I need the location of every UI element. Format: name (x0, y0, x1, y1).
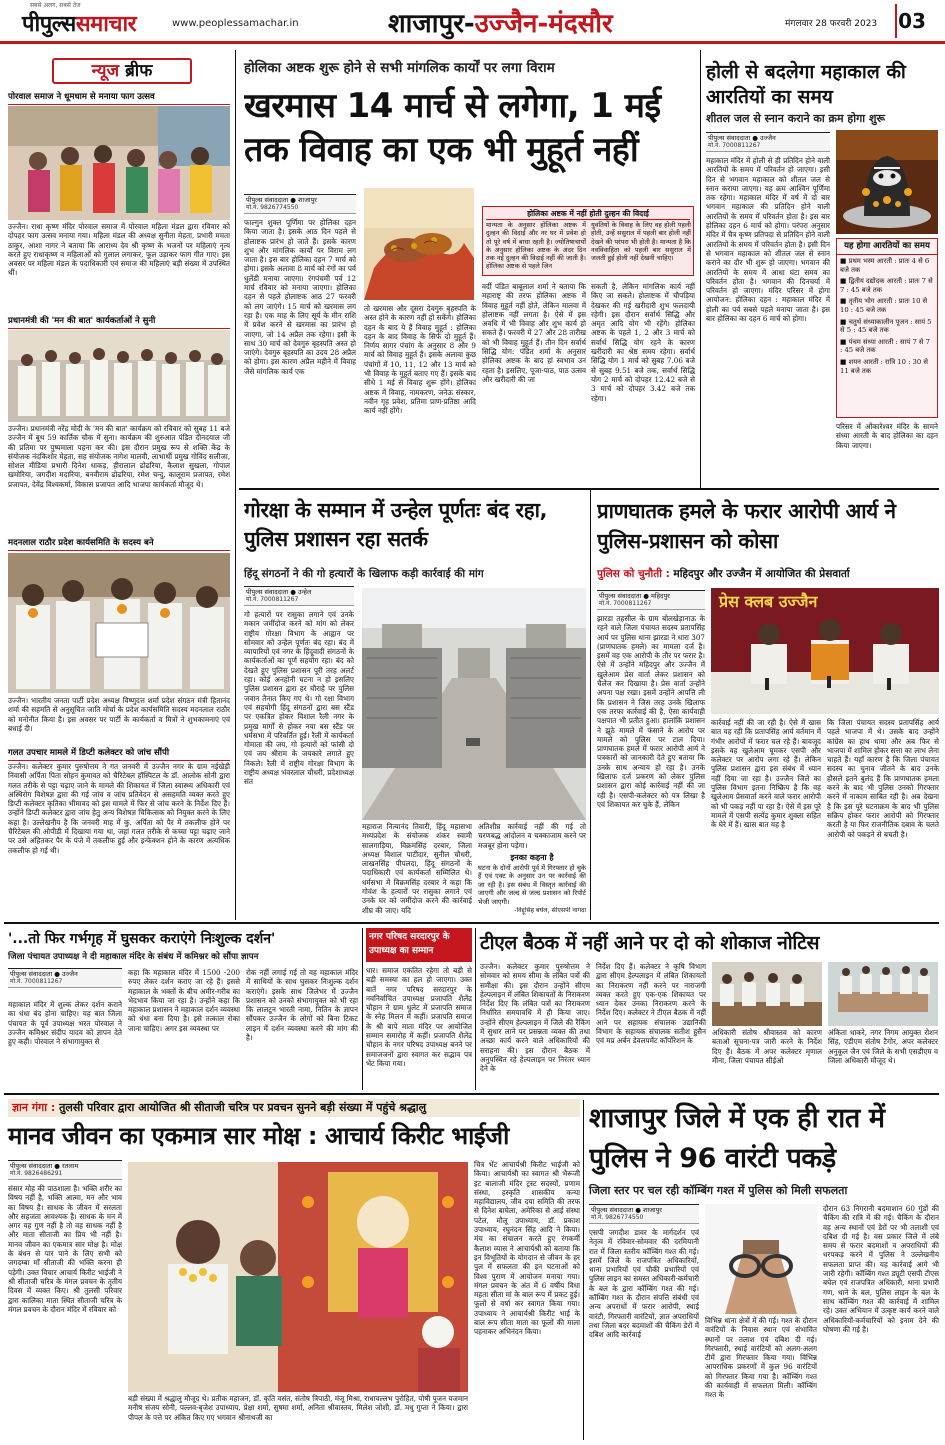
logo-text-a: पीपुल्स (22, 12, 76, 37)
column-divider (590, 490, 591, 920)
gorakha-byline-mobile: मो.नं. 7000811267 (246, 596, 299, 603)
gorakha-headline: गोरक्षा के सम्मान में उन्हेल पूर्णतः बंद रहा, पुलिस प्रशासन रहा सतर्क (244, 498, 548, 551)
tl-baithak-headline: टीएल बैठक में नहीं आने पर दो को शोकाज नोटिस (480, 932, 820, 954)
moksha-col-1: संसार मोह की पाठशाला है। भक्ति शरीर का विषय नहीं है, भक्ति आत्मा, मन और भाव का विषय है। साधक के जीवन में सरलता और सहजता आवश्यक है। साधक के मन में अगर यह गुण नहीं है तो वह साधक नहीं है और माता सीताजी का प्रिय भी नहीं है। मानव जीवन का एकमात्र सार मोक्ष है। मोक्ष के बंधन से पार पाने के लिए सभी को जगदम्बा माँ सीताजी की भक्ति करना ही पड़ेगी। उक्त विचार आचार्य किरीट भाईजी ने श्री सीताजी चरित्र के मंगल प्रवचन के तृतीय दिवस में व्यक्त किए। श्री तुलसी परिवार द्वारा कालिका माता स्थित सीताजी चरित्र के मंगल प्रवचन के दौरान मंदिर में रविवार को (8, 1184, 122, 1314)
moksha-byline (8, 1160, 122, 1180)
lead-col-5: सकती है, लेकिन मांगलिक कार्य नहीं किए जा सकते। होलाष्टक में चौपड़िया देखकर की गई खरीदारी शुभ फलदायी रहेगी। इस दौरान सर्वार्थ सिद्धि और अमृत आदि योग भी रहेंगे। होलिका अष्टक के पहले 1, 2 और 3 मार्च को सर्वार्थ सिद्धि योग रहने के कारण खरीदारी का श्रेष्ठ समय रहेगा। सर्वार्थ सिद्धि योग 1 मार्च को सुबह 7.06 बजे से सुबह 9.51 बजे तक, सर्वार्थ सिद्धि योग 2 मार्च को दोपहर 12.42 बजे से 3 मार्च को दोपहर 3.42 बजे तक रहेगा। (591, 282, 695, 403)
lead-col-1: फाल्गुन शुक्ल पूर्णिमा पर होलिका दहन किया जाता है। इसके आठ दिन पहले से होलाष्टक प्रारंभ हो जाते हैं। इसके कारण शुभ और मांगलिक कार्यों पर विराम लग जाता है। इस बार होलिका दहन 7 मार्च को होगा। इसके अलावा 8 मार्च को रंगों का पर्व धुलेंडी मनाया जाएगा। रंगपंचमी पर्व 12 मार्च रविवार को मनाया जाएगा। होलिका दहन से पहले होलाष्टक आठ 27 फरवरी को लग जाएंगे। 15 मार्च को खरमास लग रहा है। एक माह के लिए सूर्य के मीन राशि में प्रवेश करने से खरमास का प्रारंभ हो जाएगा, जो 14 अप्रैल तक रहेगा। इसी के साथ 30 मार्च को देवगुरु बृहस्पति अस्त हो जाएंगे। देवगुरु बृहस्पति का उदय 28 अप्रैल को होगा। इस कारण अप्रैल महीने में विवाह जैसे मांगलिक कार्य एक (244, 218, 356, 376)
column-divider (700, 50, 701, 490)
press-club-banner: प्रेस क्लब उज्जैन (719, 592, 818, 611)
mahakal-byline-mobile: मो.नं. 7000811267 (708, 142, 761, 149)
brief-photo-fag-utsav (8, 106, 230, 220)
mahakal-body: महाकाल मंदिर में होली से ही प्रतिदिन होने वाली आरतियों के समय में परिवर्तन हो जाएगा। इसी दिन से भगवान महाकाल को शीतल जल से स्नान कराया जाएगा। यह क्रम आश्विन पूर्णिमा तक रहेगा। महाकाल मंदिर में वर्ष में दो बार भगवान महाकाल की प्रतिदिन होने वाली आरतियों के समय में परिवर्तन होता है। इस बार होलिका दहन 6 मार्च को होगा। परंपरा अनुसार मंदिर में चैत्र कृष्ण प्रतिपदा से प्रतिदिन होने वाली आरतियों के समय में परिवर्तन होता है। इसी दिन से भगवान महाकाल को शीतल जल से स्नान कराने का दौर भी शुरू हो जाएगा। भगवान की आरतियों के समय में आधा घंटा समय का परिवर्तन होता है। भगवान की दिनचर्या में परिवर्तन हो जाएगा। मंदिर परिसर में होगा आयोजन: होलिका दहन : महाकाल मंदिर में होली का पर्व सबसे पहले मनाया जाता है। इस बार होलिका का दहन 6 मार्च को होगा। (706, 156, 830, 324)
lead-byline-text: पीपुल्स संवाददाता ● शाजापुर (246, 196, 317, 204)
mahakal-headline: होली से बदलेगा महाकाल की आरतियों का समय (706, 61, 906, 108)
news-brief-label (52, 58, 192, 84)
aarti-item: ■ चतुर्थ संध्याकालीन पूजन : सायं 5 से 5 : 45 बजे तक (840, 317, 932, 335)
brief-body-4: उज्जैन। कलेक्टर कुमार पुरुषोत्तम ने गत जनवरी में उज्जैन नगर के ग्राम नईखेड़ी निवासी अर्पिता पिता सोहन कुमावत को चैरिटेबल हॉस्पिटल के डॉ. आलोक सोनी द्वारा गलत तरीके से पट्टा चढ़ाए जाने के मामले की शिकायत में जिला स्वास्थ्य अधिकारी एवं अस्थिरोग विशेषज्ञ द्वारा की गई जांच व जांच प्रतिवेदन से असहमति व्यक्त करते हुए डिप्टी कलेक्टर कृतिका भीमावद को इस मामले में फिर से जांच करने के निर्देश दिए हैं। उन्होंने डिप्टी कलेक्टर द्वारा जांच हेतु अन्य विशेषज्ञ चिकित्सक को नियुक्त करने के लिए कहा है। उल्लेखनीय है कि जनवरी माह में कु. अर्पिता को पैर में तकलीफ होने पर चैरिटेबल की ओपीडी में दिखाया गया था, जहां गलत तरीके से कच्चा पट्टा चढ़ाए जाने पर उसे अहितकर पैर के पंजे में तकलीफ हुई और इन्फेक्शन होने के कारण अत्यधिक तकलीफ हो गई थी। (8, 762, 230, 855)
brief-title-2: प्रधानमंत्री की 'मन की बात' कार्यकर्ताओं ने सुनी (8, 316, 230, 329)
aarti-item: ■ प्रथम भस्म आरती : प्रातः 4 से 6 बजे तक (840, 257, 930, 274)
brief-photo-mann-ki-baat (8, 330, 230, 422)
tl-baithak-col-1: उज्जैन। कलेक्टर कुमार पुरुषोत्तम ने सोमवार को समय सीमा के लंबित पत्रों की समीक्षा की। इस दौरान उन्होंने सीएम हेल्पलाइन में लंबित शिकायतों के निराकरण निर्देश दिए कि लंबित पत्रों का निराकरण निर्धारित समयावधि में ही किया जाए। उन्होंने सीएम हेल्पलाइन में जिले की रैंकिंग में सुधार लाने पर प्रसन्नता व्यक्त की तथा अच्छा कार्य करने वाले अधिकारियों की सराहना की। इस दौरान बैठक में अनुपस्थित रहे हेल्पलाइन पर निरंतर ध्यान देने के (480, 962, 590, 1074)
column-divider (362, 928, 363, 1090)
brief-title-3: मदनलाल राठौर प्रदेश कार्यसमिति के सदस्य बने (8, 538, 230, 551)
edition-part-a: शाजापुर- (388, 9, 475, 39)
pranghatak-col-1: झारडा तहसील के ग्राम बोलखेड़ानाऊ के रहने वाले जिला पंचायत सदस्य प्रतापसिंह आर्य पर पुलिस थाना झारडा ने धारा 307 (प्राणघातक हमले) का मामला दर्ज है। इसमें वह एक आरोपी के तौर पर फरार है। ऐसे में उन्होंने महिदपुर और उज्जैन में खुलेआम प्रेस वार्ता लेकर प्रशासन को चैलेंज कर दिखाया है। प्रेस वार्ता उन्होंने अपना पक्ष रखा। इसमें उन्होंने आपत्ति ली कि प्रशासन ने जिस तरह उनके खिलाफ एक तरफा कार्रवाई की है, ऐसा कार्यवाही पक्षपात भी प्रतीत हुआ। हालांकि प्रशासन ने झूठे मामले में फंसाने के आरोप पर मामले को पुलिस पर टाल दिया। प्राणघातक हमले में फरार आरोपी आर्य ने पत्रकारों को जानकारी देते हुए बताया कि उनके साथ अन्याय हो रहा है। उनके खिलाफ दर्ज प्रकरण को लेकर पुलिस प्रशासन द्वारा कोई कार्रवाई नहीं की जा रही है। एसपी-कलेक्टर को पत्र लिखा है एवं शिकायत कर चुके हैं, लेकिन (597, 614, 705, 809)
moksha-caption: बड़ी संख्या में श्रद्धालु मौजूद थे। प्रतीक महाजन, डॉ. कृति वसंत, संतोष त्रिपाठी, मंजू मिश्रा, राधावल्लभ पुरोहित, पोषी पूजन यजमान मनीष संजय सोनी, पल्लव-बृजेश उपाध्याय, प्रेक्षा शर्मा, सुषमा शर्मा, अनिता श्रीवास्तव, मिलेश जोशी, डॉ. मधु गुप्ता ने किया। द्वारा पीपल के पत्ते पर अंकित किए गए भगवान श्रीनाथजी का (128, 1394, 468, 1422)
brief-body-3: उज्जैन। भारतीय जनता पार्टी प्रदेश अध्यक्ष विष्णुदत्त शर्मा प्रदेश संगठन मंत्री हितानंद शर्मा की सहमति से अनुसूचित जाति मोर्चा के प्रदेश कार्यसमिति सदस्य मदनलाल राठौर को मनोनीत किया है। इस अवसर पर पार्टी के कार्यकर्ता व मित्रों ने शुभकामनाएं एवं बधाई दी। (8, 696, 230, 733)
gorakha-col-2: महाराज नित्यानंद तिवारी, हिंदू महासभा मध्यप्रदेश के संयोजक शंकर स्वामी सालगाड़िया, विक्रमसिंह दरबार, जिला अध्यक्ष विशाल पाटीदार, सुनील चौधरी, लाखनसिंह पीपलदा, हिंदू संगठनों के पदाधिकारी एवं कार्यकर्ता सम्मिलित थे। धर्मसभा में विक्रमसिंह दरबार ने कहा कि गोवंश के हत्यारों पर रासुका लगाने एवं उनके घर को जमींदोज करने की कार्रवाई शीघ्र की जाए। यदि (362, 822, 472, 915)
press-club-photo (711, 588, 939, 714)
gorakha-byline (244, 586, 354, 606)
moksha-byline-text: पीपुल्स संवाददाता ● रतलाम (10, 1162, 79, 1170)
page-number: 03 (895, 4, 927, 38)
gorakha-col-1: गो हत्यारों पर रासुका लगाने एवं उनके मकान जमींदोज करने को मांग को लेकर राष्ट्रीय गोरक्षा विभाग के आह्वान पर सोमवार को उन्हेल पूर्णतः बंद रहा। बंद में व्यापारियों एवं नगर के हिंदूवादी संगठनों के कार्यकर्ताओं का पूर्ण सहयोग रहा। बंद को देखते हुए पुलिस प्रशासन पूरी तरह अलर्ट रहा। कोई अनहोनी घटना न हो इसलिए पुलिस प्रशासन द्वारा हर चौराहे पर पुलिस जवान तैनात किए गए थे। गो रक्षा विभाग एवं सहयोगी हिंदू संगठनों द्वारा बस स्टैंड पर एकत्रित होकर विशाल रैली नगर के प्रमुख मार्गों से होकर नया बस स्टैंड पर धर्मसभा में परिवर्तित हुई। रैली में कार्यकर्ता गोमाता की जय, गो हत्यारों को फांसी दो एवं जय श्रीराम के जयकारे लगाते हुए निकले। रैली में राष्ट्रीय गोरक्षा विभाग के राष्ट्रीय अध्यक्ष भंवरलाल चौधरी, प्रदेशाध्यक्ष संत (244, 610, 354, 787)
varrant-subhead: जिला स्तर पर चल रही कॉम्बिंग गश्त में पुलिस को मिली सफलता (589, 1184, 848, 1197)
section-rule (4, 1093, 939, 1095)
mahakal-subhead: शीतल जल से स्नान कराने का क्रम होगा शुरू (706, 112, 885, 125)
lead-kicker: होलिका अष्टक शुरू होने से सभी मांगलिक कार्यों पर लगा विराम (244, 60, 555, 76)
pranghatak-byline (597, 590, 705, 610)
lead-sidebox-col-a: मान्यता के अनुसार होलिका अष्टक में दुल्हन की विदाई और नर घर में प्रवेश हो तो पूरे वर्ष में बाधा रहती है। ज्योतिषाचार्यों के अनुसार होलिका अष्टक के अंदर दिन तक नई दुल्हन की विदाई नहीं की जाती है। होलिका अष्टक से पहले जिन (486, 221, 586, 271)
moksha-kicker-text: तुलसी परिवार द्वारा आयोजित श्री सीताजी चरित्र पर प्रवचन सुनने बड़ी संख्या में पहुंचे श्रद्धालु (55, 1101, 427, 1114)
gorakha-quote-title: इनका कहना है (510, 853, 554, 862)
pranghatak-kicker-label: पुलिस को चुनौती : (597, 568, 670, 580)
garbhagrih-byline-mobile: मो.नं. 7000811267 (10, 978, 63, 985)
tl-baithak-col-4: अंकिता धाकरे, नगर निगम आयुक्त रोशन सिंह, एडीएम संतोष टैगोर, अपर कलेक्टर अनुकूल जैन एवं जिले के सभी एसडीएम व जिला अधिकारी मौजूद थे। (828, 1028, 938, 1065)
gorakha-market-closed-photo (362, 588, 586, 820)
lead-sidebox-col-b: युवतियों के विवाह के लिए वह होली पहली होती, उन्हें ससुराल में पहली बार होली नहीं देखने की परंपरा भी होती है। मान्यता है कि नवविवाहिता को पहली बार ससुराल में जलती हुई होली नहीं देखनी चाहिए। (591, 221, 691, 263)
mahakal-byline (706, 132, 830, 152)
handcuffs-photo (705, 1204, 817, 1314)
varrant-byline-text: पीपुल्स संवाददाता ● शाजापुर (591, 1206, 662, 1214)
moksha-pravachan-photo (128, 1162, 468, 1392)
brief-photo-madanlal (8, 553, 230, 693)
moksha-headline: मानव जीवन का एकमात्र सार मोक्ष : आचार्य किरीट भाईजी (8, 1122, 509, 1150)
aarti-schedule-title: यह होगा आरतियों का समय (837, 239, 937, 255)
garbhagrih-subhead: जिला पंचायत उपाध्यक्ष ने दी महाकाल मंदिर के संबंध में कमिश्नर को सौंपा ज्ञापन (8, 952, 259, 962)
pranghatak-col-2: कार्रवाई नहीं की जा रही है। ऐसे में खास बात यह रही कि प्रतापसिंह आर्य वर्तमान में गंभीर आरोपों में फरार चल रहे हैं। बावजूद इसके वह खुलेआम घूमकर एसपी और कलेक्टर पर आरोप लगा रहे हैं। लेकिन पुलिस प्रशासन द्वारा इस संबंध में ध्यान नहीं दिया जा रहा है। उज्जैन जिले का पुलिस विभाग इतना निष्क्रिय है कि वह खुलेआम प्रेसवार्ता करने वाले फरार आरोपी को भी पकड़ नहीं पा रहा है। ऐसे में इस पूरे मामले में एसपी सत्येंद्र कुमार शुक्ला सहित के घेरे में हैं। खास बात यह है (711, 718, 821, 830)
gorakha-subhead: हिंदू संगठनों ने की गो हत्यारों के खिलाफ कड़ी कार्रवाई की मांग (244, 568, 484, 580)
nagar-parishad-body: धार। समाज एकतित रहेगा तो बड़ी से बड़ी समस्या का हल हो जाएगा। उक्त बातें नगर परिषद सरदारपुर के नवनिर्वाचित उपाध्यक्ष प्रजापति शैलेंद्र चौहान ने ग्राम धुलेट में प्रजापति समाज के स्नेह मिलन में कहीं। प्रजापति समाज के श्री बापे माता मंदिर पर आयोजित सम्मान समारोह में कहीं। प्रजापति शैलेंद्र चौहान के नगर परिषद उपाध्यक्ष बनने पर समाजजनों द्वारा स्वागत कर सद्भाव पत्र भेंट किया गया। (366, 966, 472, 1068)
garbhagrih-byline (8, 968, 122, 988)
mahakal-tail: परिसर में ओंकारेश्वर मंदिर के सामने संध्या आरती के बाद होलिका का दहन किया जाएगा। (836, 422, 938, 450)
masthead (0, 0, 945, 44)
brief-body-1: उज्जैन। राधा कृष्ण मंदिर पोरवाल समाज में पोरवाल महिला मंडल द्वारा रविवार को दोपहर फाग उत्सव मनाया गया। महिला मंडल की अध्यक्ष सुनीता मेहता, प्रभारी ममता ठाकुर, आशा नागर ने बताया कि आराध्य देव श्री कृष्ण के भजनों पर महिलाएं नृत्य करते हुए राधाकृष्ण व महिलाओं को गुलाल लगाकर, फूल उड़ाकर फाग गीत गाए। इस अवसर पर महिला मंडल के पदाधिकारी एवं समाज की महिलाएं बड़ी संख्या में उपस्थित थीं। (8, 222, 230, 278)
lead-sidebox-title: होलिका अष्टक में नहीं होती दुल्हन की विदाई (486, 209, 690, 220)
moksha-col-3: चित्र भेंट आचार्यश्री किरीट भाईजी को किया। आचार्यश्री का स्वागत श्री भैरूजी इट बालाजी मंदिर ट्रस्ट सदस्यों, प्रणाम संस्था, हस्कृति शासकीय कन्या महाविद्यालय, जीव दया समिति की तरफ से दिनेश बाघेला, अमेरिका से आई संस्था पटेल, मौलू उपाध्याय, डॉ. प्रकाश उपाध्याय, रघुनंदन सिंह आदि ने किया। मंच का संचालन करते हुए रंगकर्मी कैलाश व्यास ने आचार्यश्री को बताया कि इन विभूतियों के योगदान से जीवन के हर पुल में सफलता की इन घटनाओं को विश्व पुराण में आयोजन मनाया गया। मंगल प्रवचन के अंत में 6 वर्षीय विधा महता सीता मां के बाल रूप में प्रकट हुई। फूलों से वर्षा कर स्वागत किया गया। उपाध्याय ने आचार्यश्री किरीट भाई के बाल रूप सीता माता का फूलों की माला पहनाकर अभिनंदन किया। (474, 1160, 580, 1337)
tl-baithak-photo-1 (712, 962, 822, 1026)
varrant-col-2: विभिन्न थाना क्षेत्रों में की गई। गश्त के दौरान वारंटियों के निवास स्थान एवं संभावित स्थानों पर तलाश एवं दबिश दी गई। गिरफ्तारी, स्थाई वारंटियों को अलग-अलग टीमें द्वारा गिरफ्तार किया गया। विभिन्न आपराधिक प्रकरणों में कुल 96 वारंटियों को गिरफ्तार किया गया है। कॉम्बिंग गश्त की कार्यवाही में सफलता मिली। कॉम्बिंग गश्त के (705, 1316, 817, 1400)
mahakal-byline-text: पीपुल्स संवाददाता ● उज्जैन (708, 134, 776, 142)
varrant-byline (589, 1204, 699, 1224)
column-divider (235, 50, 236, 920)
aarti-item: ■ पंचम संध्या आरती : सायं 7 से 7 : 45 बजे तक (840, 337, 931, 355)
news-brief-label-b: ब्रीफ (125, 61, 153, 81)
brief-body-2: उज्जैन। प्रधानमंत्री नरेंद्र मोदी के 'मन की बात' कार्यक्रम को रविवार को सुबह 11 बजे उज्जैन में बूथ 59 कार्तिक चौक में सुना। कार्यक्रम की शुरुआत पंडित दीनदयाल जी की प्रतिमा पर पुष्पमाला पहना कर की। इस दौरान प्रमुख रूप से शक्ति केंद्र के संयोजक नंदकिशोर मेहता, सह संयोजक नागेश मालवी, लाभार्थी प्रमुख गोविंद सलीजा, सोशल मीडिया प्रभारी दिनेश धाकड़, हीरालाल ढोढरिया, कैलाश सुखला, गोपाल खमोरिया, जगदीश मदारिया, बनवीराम ढोढरिया, रमेश चन्दु, कालूराम प्रजापत, रमेश प्रजापत, देवेंद्र विश्वकर्मा, विकास प्रजापत आदि भाजपा कार्यकर्ता मौजूद थे। (8, 424, 230, 489)
nagar-parishad-head-box (366, 928, 472, 962)
lead-headline: खरमास 14 मार्च से लगेगा, 1 मई तक विवाह का एक भी मुहूर्त नहीं (244, 86, 661, 170)
news-brief-label-a: न्यूज (91, 61, 126, 81)
lead-byline-mobile: मो.नं. 9826774550 (246, 204, 299, 211)
tl-baithak-photo-2 (828, 962, 938, 1026)
pranghatak-kicker-text: महिदपुर और उज्जैन में आयोजित की प्रेसवार्ता (669, 568, 850, 580)
aarti-item: ■ द्वितीय दद्योदक आरती : प्रातः 7 से 7 : 45 बजे तक (840, 277, 933, 294)
column-divider (583, 1100, 584, 1440)
pranghatak-kicker (597, 568, 939, 581)
moksha-kicker-label: ज्ञान गंगा : (12, 1101, 56, 1114)
garbhagrih-byline-text: पीपुल्स संवाददाता ● उज्जैन (10, 970, 78, 978)
aarti-schedule-box (836, 238, 938, 418)
garbhagrih-headline: '...तो फिर गर्भगृह में घुसकर कराएंगे निःशुल्क दर्शन' (8, 931, 276, 947)
edition-title (388, 4, 613, 40)
pranghatak-byline-text: पीपुल्स संवाददाता ● महिदपुर (599, 592, 670, 600)
pranghatak-headline: प्राणघातक हमले के फरार आरोपी आर्य ने पुलिस-प्रशासन को कोसा (597, 499, 896, 553)
tl-baithak-col-2: निर्देश दिए हैं। कलेक्टर ने कृषि विभाग द्वारा सीएम हेल्पलाइन में लंबित शिकायतों का निराकरण नहीं करने पर नाराजगी व्यक्त करते हुए एक-एक शिकायत पर ध्यान देकर उनका निराकरण करने के निर्देश दिए। कलेक्टर ने टीएल बैठक में नहीं आने पर सहायक संचालक उद्यानिकी विभाग के सहायक संचालक सतीश हुसैन एवं मप्र अर्बन डेवलपमेंट कॉर्पोरेशन के (596, 962, 706, 1046)
issue-date: मंगलवार 28 फरवरी 2023 (785, 19, 878, 29)
varrant-col-3: दौरान 63 निगरानी बदमाशान 60 गुंडों की चैकिंग की रात्रि में की गई। चैकिंग के दौरान वह अन्य स्थानों एवं डेरों पर भी तलाशी एवं दबिश दी गई है। वस प्रकार जिले में लंबे समय से फरार बदमाशों व अपराधियों की धरपकड़ करने में पुलिस ने उल्लेखनीय सफलता प्राप्त की। यह कार्रवाई आगे भी जारी रहेगी। कॉम्बिंग गश्त ड्यूटी एसपी टीएस बघेल एवं राजपत्रित अधिकारी, थाना प्रभारी गण, थाने के बल, पुलिस लाइन के बल के साथ कॉम्बिंग गश्त की कार्रवाई में शामिल रहे। उक्त अभियान में उत्कृष्ट कार्य करने वाले अधिकारियों-कर्मचारियों को इनाम देने की घोषणा की गई है। (823, 1204, 939, 1334)
website-url[interactable]: www.peoplessamachar.in (172, 18, 299, 29)
aarti-item: ■ तृतीय भोग आरती : प्रातः 10 से 10 : 45 बजे तक (840, 297, 928, 314)
aarti-item: ■ शयन आरती : रात्रि 10 : 30 से 11 बजे तक (840, 357, 928, 375)
lead-sidebox (482, 206, 694, 276)
mahakal-shivling-photo (836, 130, 938, 234)
garbhagrih-col-2: कहा कि महाकाल मंदिर में 1500 -200 रुपए लेकर दर्शन कराए जा रहे हैं। इससे महाकाल के भक्तों के बीच अमीर-गरीब का भेदभाव किया जा रहा है। उन्होंने कहा कि महाकाल प्रशासन ने महाकाल दर्शन व्यवस्था को धंधा बना दिया है। इसे तत्काल रोका जाना चाहिए। अगर इस व्यवस्था पर (128, 968, 240, 1033)
pranghatak-byline-mobile: मो.नं. 7000811267 (599, 600, 652, 607)
varrant-col-1: एसपी जगदीश डावर के मार्गदर्शन एवं नेतृत्व में रविवार-सोमवार की दरमियानी रात में जिला स्तरीय कॉम्बिंग गश्त की गई। इसमें जिले के राजपत्रित अधिकारियों, थाना प्रभारियों एवं चौकी प्रभारियों एवं पुलिस लाइन का समस्त अधिकारी-कर्मचारी के बल के द्वारा कॉम्बिंग गश्त की गई। कॉम्बिंग गश्त के दौरान संपत्ति संबंधी एवं अन्य अपराधों में फरार आरोपी, स्थाई वारंटी, गिरफ्तारी वारंटियों, ज्ञात अपराधियों तथा जिला बदर बदमाशों की चैकिंग डेरों में दबिश आदि कार्रवाई (589, 1228, 699, 1340)
lead-photo-wedding-hands (364, 188, 474, 300)
gorakha-quote: घटना के दोनों आरोपी पूर्व में गिरफ्तार हो चुके हैं एवं एक्ट के अनुसार उन पर कार्रवाई की जा रही है। इस संबंध में विस्तृत कार्रवाई की जाएगी और जल्द से जल्द प्रशासन को रिपोर्ट भेजी जाएगी। (478, 864, 586, 906)
gorakha-byline-text: पीपुल्स संवाददाता ● उन्हेल (246, 588, 312, 596)
tl-baithak-col-3: अधिकारी संतोष श्रीवास्तव को कारण बताओ सूचना-पत्र जारी करने के निर्देश दिए हैं। बैठक में अपर कलेक्टर मृणाल मीना, जिला पंचायत सीईओ (712, 1028, 822, 1065)
lead-col-4: वर्दी पंडित बाबूलाल शर्मा ने बताया कि महाराष्ट्र की तरफ होलिका अष्टक में विवाह मुहूर्त नहीं होते, लेकिन मालवा में होलाष्टक नहीं लगता है। ऐसे में इस अवधि में भी विवाह और शुभ कार्य हो सकते हैं। फरवरी में 27 और 28 तारीख को भी विवाह मुहूर्त हैं। तीन दिन सर्वार्थ सिद्धि योग: पंडित शर्मा के अनुसार होलिका अष्टक के बाद हां स्वभाव उन रहता है। इसलिए, पूजा-पाठ, पाठ उत्सव और खरीदारी की जा (482, 282, 586, 384)
lead-byline (244, 194, 356, 214)
logo-text-b: समाचार (75, 12, 137, 37)
lead-col-2: तो खरमास और दूसरा देवगुरु बृहस्पति के अस्त होने के कारण नहीं हो सकेंगे। होलिका दहन के बाद ये हैं विवाह मुहूर्त : होलिका दहन के बाद विवाह के सिर्फ दो मुहूर्त हैं। निर्णय सागर पंचांग के अनुसार 8 और 9 मार्च को विवाह मुहूर्त हैं। इसके अलावा कुछ पंचांगों में 10, 11, 12 और 13 मार्च को भी विवाह के मुहूर्त बताए गए हैं। इसके बाद सीधे 1 मई से विवाह शुरू होंगे। होलिका अष्टक में विवाह, नामकरण, जनेऊ संस्कार, नवीन गृह प्रवेश, प्रतिमा प्राण-प्रतिष्ठा आदि कार्य नहीं होंगे। (364, 304, 476, 416)
moksha-kicker (8, 1099, 580, 1117)
varrant-byline-mobile: मो.नं. 9826774550 (591, 1214, 644, 1221)
masthead-tagline: सबसे अलग, सबसे तेज (30, 2, 81, 9)
newspaper-logo[interactable] (22, 8, 136, 38)
brief-title-4: गलत उपचार मामले में डिप्टी कलेक्टर को जांच सौंपी (8, 748, 230, 761)
brief-title-1: पोरवाल समाज ने धूमधाम से मनाया फाग उत्सव (8, 92, 230, 105)
nagar-parishad-headline: नगर परिषद सरदारपुर के उपाध्यक्ष का सम्मान (369, 932, 450, 956)
column-divider (475, 928, 476, 1090)
gorakha-col-3: अतिशीघ्र कार्रवाई नहीं की गई तो चरणबद्ध आंदोलन व चक्काजाम करने पर मजबूर होना पड़ेगा। (478, 822, 586, 850)
pranghatak-col-3: कि जिला पंचायत सदस्य प्रतापसिंह आर्य पहले भाजपा में थे। उसके बाद उन्होंने कांग्रेस का हाथ थामा और अब फिर से भाजपा में शामिल होकर सत्ता का लाभ लेना चाहते हैं। यहाँ कारण है कि जिला पंचायत सदस्य का चुनाव जीतने के बाद उनके हौसले इतने बुलंद हैं कि प्राणघातक हमला करने के बाद भी पुलिस उनको गिरफ्तार करने में नाकाम साबित रही है। अब देखना है कि इस पूरे घटनाक्रम के बाद भी पुलिस सक्रिय होकर फरार आरोपी को गिरफ्तार करती है या फिर राजनीतिक दबाव के चलते आरोपी को पकड़ने से बचती है। (827, 718, 939, 839)
moksha-byline-mobile: मो.नं. 9826486291 (10, 1170, 63, 1177)
garbhagrih-col-3: रोक नहीं लगाई गई तो वह महाकाल मंदिर में साथियों के साथ घुसकर निःशुल्क दर्शन कराएंगे। इसके साथ जिलेभर में उज्जैन प्रशासन को उनको संभागायुक्त को भी रहा कि लालटून भारती नामा, नितिन के ज्ञापन सौंपकर उज्जैन के लोगों को बिना टिकट लाइन में दर्शन व्यवस्था करने की मांग की है। (246, 968, 358, 1043)
varrant-headline: शाजापुर जिले में एक ही रात में पुलिस ने 96 वारंटी पकड़े (589, 1103, 885, 1174)
edition-part-b: उज्जैन-मंदसौर (474, 9, 613, 39)
section-rule (4, 922, 939, 924)
garbhagrih-col-1: महाकाल मंदिर में शुल्क लेकर दर्शन कराने का धंधा बंद होना चाहिए। यह बात जिला पंचायत के पूर्व उपाध्यक्ष भरत पोरवाल ने उज्जैन कमिश्नर संदीप यादव को ज्ञापन देते हुए कही। पोरवाल ने संभागायुक्त से (8, 1000, 122, 1047)
gorakha-quote-by: -विद्दूसिंह बघेल, सीएसपी नागदा (514, 907, 586, 914)
section-rule (239, 488, 939, 490)
